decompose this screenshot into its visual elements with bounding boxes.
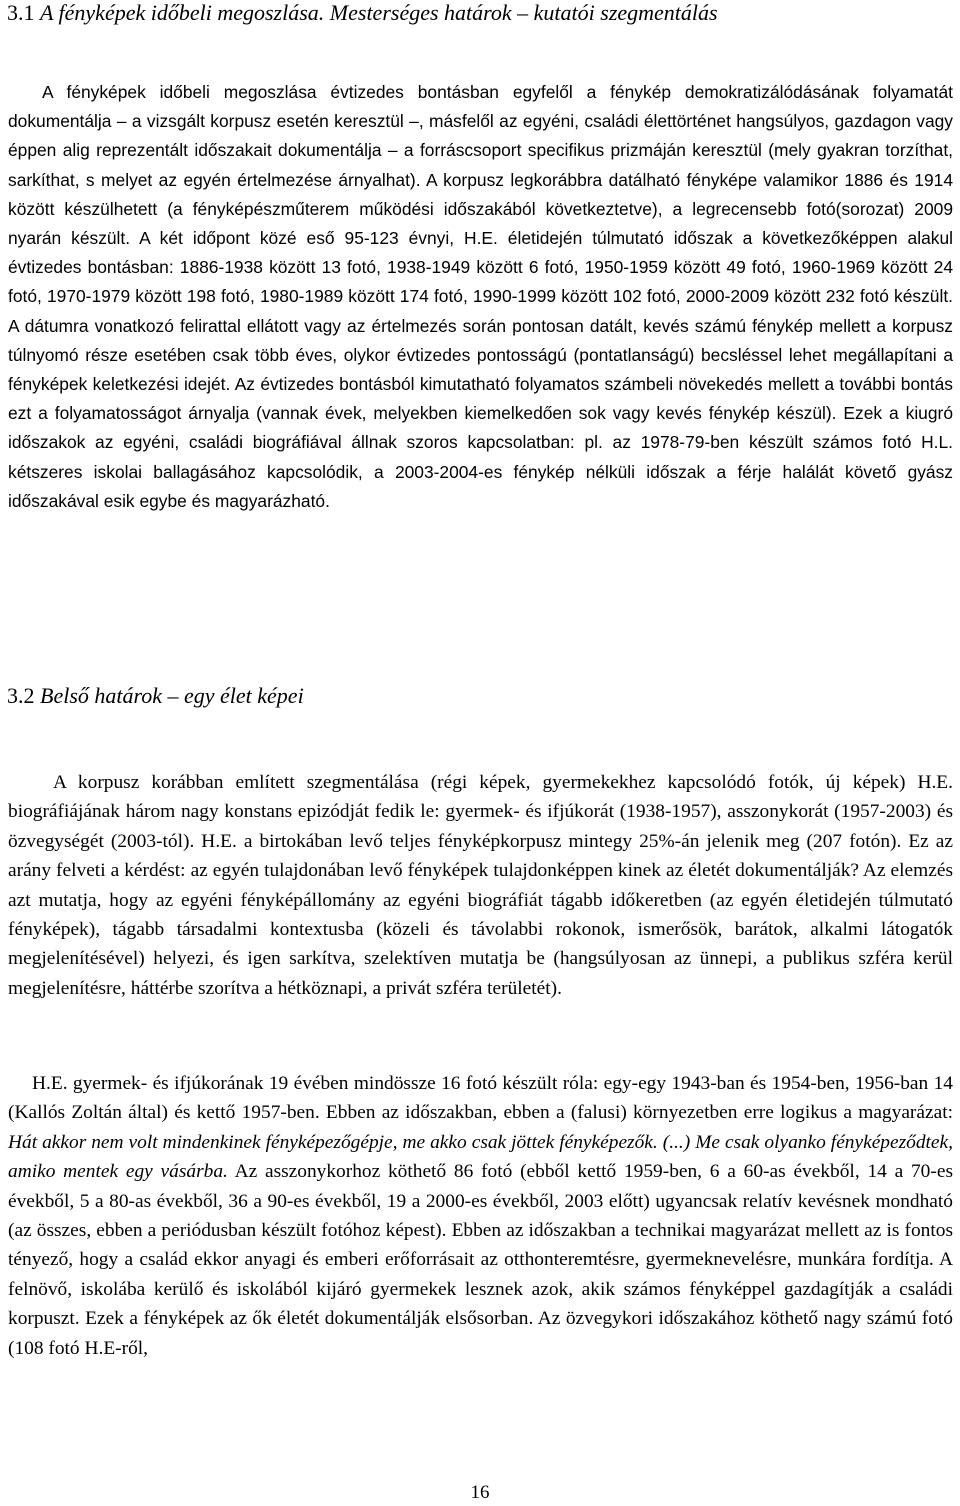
paragraph-childhood bbox=[8, 1069, 953, 1363]
paragraph-decade-distribution bbox=[8, 78, 953, 516]
section-title: Belső határok – egy élet képei bbox=[40, 683, 304, 708]
section-number: 3.1 bbox=[7, 0, 35, 25]
section-heading-3-2 bbox=[7, 683, 304, 709]
interview-quote: Hát akkor nem volt mindenkinek fényképezőgépje, me akko csak jöttek fényképezők. (...) Me csak olyanko fényképeződtek, amiko mentek egy vásárba. bbox=[8, 1131, 953, 1183]
paragraph-text: Az asszonykorhoz köthető 86 fotó (ebből kettő 1959-ben, 6 a 60-as évekből, 14 a 70-es évekből, 5 a 80-as évekből, 36 a 90-es évekből, 19 a 2000-es évekből, 2003 előtt) ugyancsak relatív kevésnek mondható (az összes, ebben a periódusban készült fotóhoz képest). Ebben az időszakban a technikai magyarázat mellett az is fontos tényező, hogy a család ekkor anyagi és emberi erőforrásait az otthonteremtésre, gyermeknevelésre, munkára fordítja. A felnövő, iskolába kerülő és iskolából kijáró gyermekek lesznek azok, akik számos fényképpel gazdagítják a családi korpuszt. Ezek a fényképek az ők életét dokumentálják elsősorban. Az özvegykori időszakához köthető nagy számú fotó (108 fotó H.E-ről, bbox=[8, 1161, 953, 1359]
section-number: 3.2 bbox=[7, 683, 35, 708]
paragraph-text: A fényképek időbeli megoszlása évtizedes bontásban egyfelől a fénykép demokratizálódásának folyamatát dokumentálja – a vizsgált korpusz esetén keresztül –, másfelől az egyéni, családi élettörténet hangsúlyos, gazdagon vagy éppen alig reprezentált időszakait dokumentálja – a forráscsoport specifikus prizmáján keresztül (mely gyakran torzíthat, sarkíthat, s melyet az egyén értelmezése árnyalhat). bbox=[8, 82, 953, 190]
section-title: A fényképek időbeli megoszlása. Mesterséges határok – kutatói szegmentálás bbox=[40, 0, 718, 25]
page-number: 16 bbox=[470, 1482, 490, 1503]
paragraph-text: A korpusz korábban említett szegmentálása (régi képek, gyermekekhez kapcsolódó fotók, új képek) H.E. biográfiájának három nagy konstans epizódját fedik le: gyermek- és ifjúkorát (1938-1957), asszonykorát (1957-2003) és özvegységét (2003-tól). H.E. a birtokában levő teljes fényképkorpusz mintegy 25%-án jelenik meg (207 fotón). Ez az arány felveti a kérdést: az egyén tulajdonában levő fényképek tulajdonképpen kinek az életét dokumentálják? Az elemzés azt mutatja, hogy az egyéni fényképállomány az egyéni biográfiát tágabb időkeretben (az egyén életidején túlmutató fényképek), tágabb társadalmi kontextusba (közeli és távolabbi rokonok, ismerősök, barátok, alkalmi látogatók megjelenítésével) helyezi, és igen sarkítva, szelektíven mutatja be (hangsúlyosan az ünnepi, a publikus szféra kerül megjelenítésre, háttérbe szorítva a hétköznapi, a privát szféra területét). bbox=[8, 772, 953, 999]
paragraph-text: H.E. gyermek- és ifjúkorának 19 évében mindössze 16 fotó készült róla: egy-egy 1943-ban és 1954-ben, 1956-ban 14 (Kallós Zoltán által) és kettő 1957-ben. Ebben az időszakban, ebben a (falusi) környezetben erre logikus a magyarázat: bbox=[8, 1073, 953, 1124]
paragraph-segmentation bbox=[8, 768, 953, 1003]
paragraph-text: A korpusz legkorábbra datálható fényképe valamikor 1886 és 1914 között készülhetett (a fényképészműterem működési időszakából következtetve), a legrecensebb fotó(sorozat) 2009 nyarán készült. A két időpont közé eső 95-123 évnyi, H.E. életidején túlmutató időszak a következőképpen alakul évtizedes bontásban: 1886-1938 között 13 fotó, 1938-1949 között 6 fotó, 1950-1959 között 49 fotó, 1960-1969 között 24 fotó, 1970-1979 között 198 fotó, 1980-1989 között 174 fotó, 1990-1999 között 102 fotó, 2000-2009 között 232 fotó készült. A dátumra vonatkozó felirattal ellátott vagy az értelmezés során pontosan datált, kevés számú fénykép mellett a korpusz túlnyomó része esetében csak több éves, olykor évtizedes pontosságú (pontatlanságú) becsléssel lehet megállapítani a fényképek keletkezési idejét. Az évtizedes bontásból kimutatható folyamatos számbeli növekedés mellett a további bontás ezt a folyamatosságot árnyalja (vannak évek, melyekben kiemelkedően sok vagy kevés fénykép készül). Ezek a kiugró időszakok az egyéni, családi biográfiával állnak szoros kapcsolatban: pl. az 1978-79-ben készült számos fotó H.L. kétszeres iskolai ballagásához kapcsolódik, a 2003-2004-es fénykép nélküli időszak a férje halálát követő gyász időszakával esik egybe és magyarázható. bbox=[8, 169, 953, 511]
section-heading-3-1 bbox=[7, 0, 718, 26]
